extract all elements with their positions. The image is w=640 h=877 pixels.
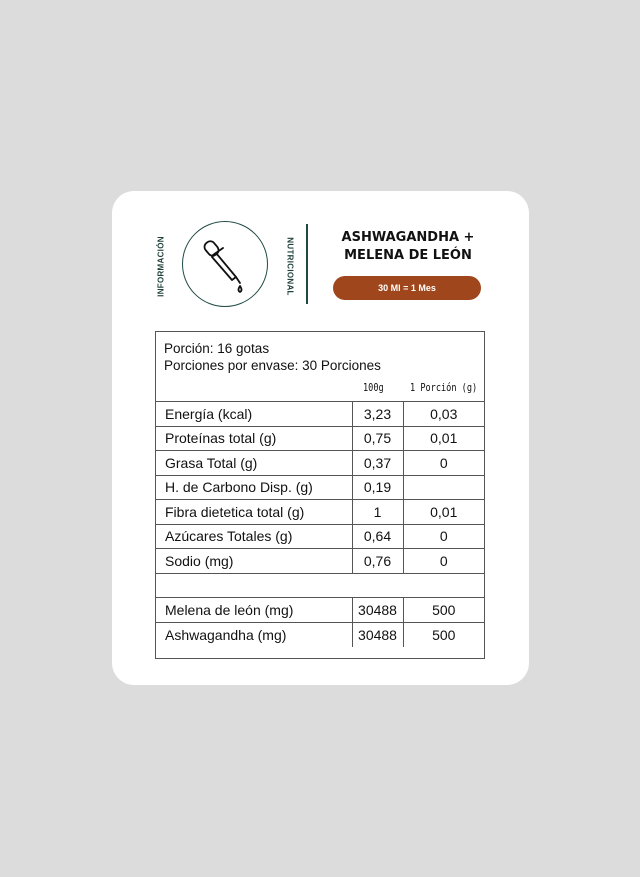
nutrition-facts-panel [155, 331, 485, 659]
side-text-informacion: INFORMACIÓN [156, 236, 166, 297]
value-portion: 0 [403, 524, 484, 549]
table-row [156, 598, 484, 623]
ingredient-name: Ashwagandha (mg) [156, 622, 352, 647]
portion-size: Porción: 16 gotas [164, 341, 270, 356]
portion-info [164, 340, 381, 374]
value-100g: 0,75 [352, 426, 403, 451]
nutrient-name: Energía (kcal) [156, 402, 352, 427]
value-portion: 0 [403, 549, 484, 574]
table-row [156, 622, 484, 647]
dropper-icon [183, 222, 269, 308]
column-header-100g: 100g [363, 381, 384, 394]
label-card [112, 191, 529, 685]
nutrient-name: Sodio (mg) [156, 549, 352, 574]
value-100g: 0,76 [352, 549, 403, 574]
value-portion: 500 [403, 622, 484, 647]
value-100g: 0,64 [352, 524, 403, 549]
dosage-badge: 30 Ml = 1 Mes [333, 276, 481, 300]
value-100g: 3,23 [352, 402, 403, 427]
value-portion: 0,01 [403, 500, 484, 525]
value-100g: 30488 [352, 598, 403, 623]
portions-per-container: Porciones por envase: 30 Porciones [164, 358, 381, 373]
ingredient-name: Melena de león (mg) [156, 598, 352, 623]
nutrient-name: H. de Carbono Disp. (g) [156, 475, 352, 500]
nutrient-name: Proteínas total (g) [156, 426, 352, 451]
value-100g: 0,37 [352, 451, 403, 476]
header-divider [306, 224, 308, 304]
value-100g: 30488 [352, 622, 403, 647]
nutrition-table [156, 401, 484, 647]
spacer-cell [156, 573, 484, 598]
product-title-line2: MELENA DE LEÓN [344, 248, 472, 263]
nutrient-name: Azúcares Totales (g) [156, 524, 352, 549]
product-title-line1: ASHWAGANDHA + [341, 230, 475, 245]
value-100g: 0,19 [352, 475, 403, 500]
nutrient-name: Grasa Total (g) [156, 451, 352, 476]
value-portion: 0,01 [403, 426, 484, 451]
value-portion [403, 475, 484, 500]
table-row [156, 524, 484, 549]
product-title [322, 229, 494, 265]
nutrient-name: Fibra dietetica total (g) [156, 500, 352, 525]
table-row [156, 475, 484, 500]
table-row [156, 549, 484, 574]
side-text-nutricional: NUTRICIONAL [285, 237, 295, 296]
value-100g: 1 [352, 500, 403, 525]
value-portion: 500 [403, 598, 484, 623]
column-header-portion: 1 Porción (g) [410, 381, 478, 394]
value-portion: 0 [403, 451, 484, 476]
table-row [156, 402, 484, 427]
table-row [156, 426, 484, 451]
table-row [156, 500, 484, 525]
value-portion: 0,03 [403, 402, 484, 427]
table-spacer-row [156, 573, 484, 598]
table-row [156, 451, 484, 476]
dropper-badge [182, 221, 268, 307]
